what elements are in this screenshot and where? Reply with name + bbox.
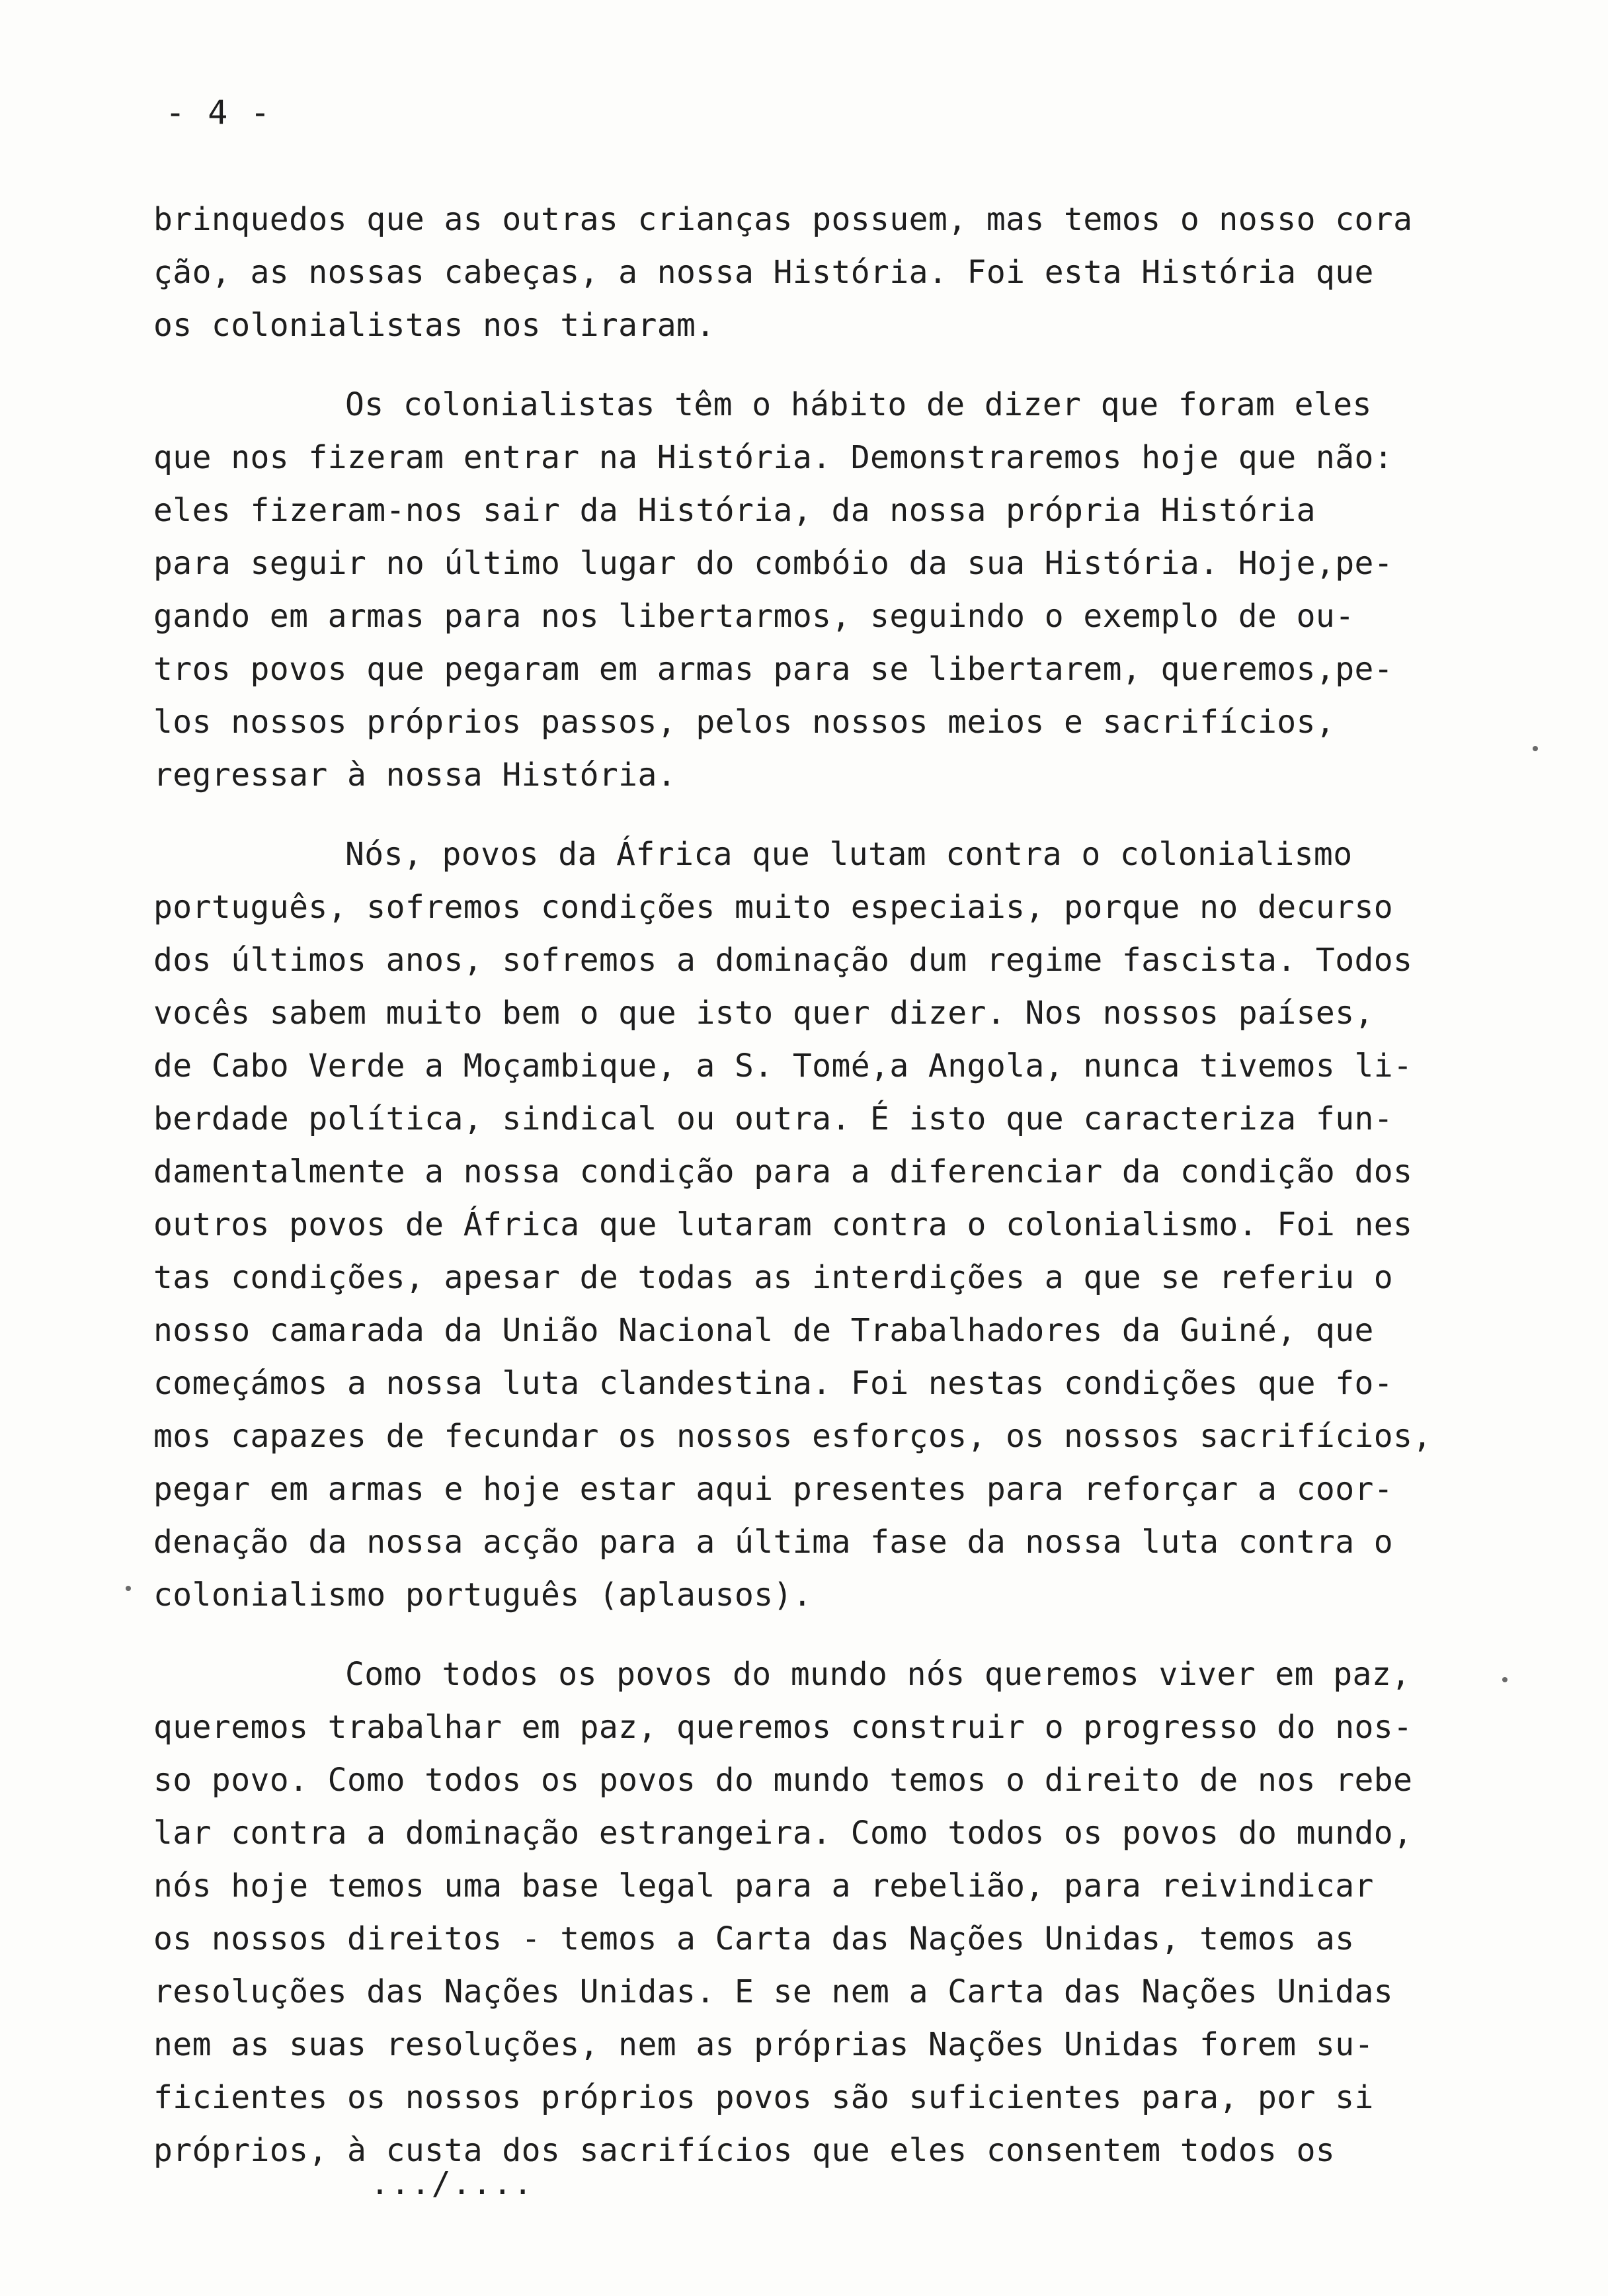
text-line: Os colonialistas têm o hábito de dizer que foram eles [345,386,1372,423]
text-line: queremos trabalhar em paz, queremos construir o progresso do nos- [153,1709,1413,1746]
text-line: los nossos próprios passos, pelos nossos meios e sacrifícios, [153,704,1336,741]
scan-speck [126,1586,131,1591]
paragraph-3 [153,828,1463,1621]
text-line: colonialismo português (aplausos). [153,1577,813,1614]
text-line: so povo. Como todos os povos do mundo temos o direito de nos rebe [153,1762,1413,1799]
paragraph-gap [153,352,1463,378]
paragraph-gap [153,801,1463,828]
text-line: gando em armas para nos libertarmos, seguindo o exemplo de ou- [153,598,1355,635]
paragraph-2 [153,378,1463,801]
text-line: nem as suas resoluções, nem as próprias Nações Unidas forem su- [153,2026,1374,2063]
text-line: próprios, à custa dos sacrifícios que eles consentem todos os [153,2132,1336,2169]
text-line: vocês sabem muito bem o que isto quer dizer. Nos nossos países, [153,995,1374,1032]
page-number: - 4 - [165,93,272,132]
paragraph-4 [153,1648,1463,2177]
text-line: nós hoje temos uma base legal para a rebelião, para reivindicar [153,1867,1374,1905]
text-line: regressar à nossa História. [153,757,677,794]
text-line: lar contra a dominação estrangeira. Como todos os povos do mundo, [153,1815,1413,1852]
text-line: dos últimos anos, sofremos a dominação dum regime fascista. Todos [153,942,1413,979]
text-line: começámos a nossa luta clandestina. Foi nestas condições que fo- [153,1365,1394,1402]
text-line: Como todos os povos do mundo nós queremos viver em paz, [345,1656,1411,1693]
text-line: berdade política, sindical ou outra. É isto que caracteriza fun- [153,1100,1394,1137]
text-line: ficientes os nossos próprios povos são suficientes para, por si [153,2079,1374,2116]
text-line: de Cabo Verde a Moçambique, a S. Tomé,a Angola, nunca tivemos li- [153,1047,1413,1085]
text-line: nosso camarada da União Nacional de Trabalhadores da Guiné, que [153,1312,1374,1349]
text-line: os colonialistas nos tiraram. [153,307,715,344]
text-line: que nos fizeram entrar na História. Demonstraremos hoje que não: [153,439,1394,476]
paragraph-1 [153,193,1463,352]
text-line: para seguir no último lugar do combóio da sua História. Hoje,pe- [153,545,1394,582]
text-line: tas condições, apesar de todas as interdições a que se referiu o [153,1259,1394,1296]
scan-speck [1533,746,1538,751]
text-line: brinquedos que as outras crianças possuem, mas temos o nosso cora [153,201,1413,238]
text-line: português, sofremos condições muito especiais, porque no decurso [153,889,1394,926]
text-line: pegar em armas e hoje estar aqui presentes para reforçar a coor- [153,1471,1394,1508]
text-line: ção, as nossas cabeças, a nossa História. Foi esta História que [153,254,1374,291]
text-line: denação da nossa acção para a última fase da nossa luta contra o [153,1524,1394,1561]
document-body [153,193,1463,2177]
text-line: outros povos de África que lutaram contra o colonialismo. Foi nes [153,1206,1413,1243]
text-line: os nossos direitos - temos a Carta das Nações Unidas, temos as [153,1920,1355,1957]
paragraph-gap [153,1621,1463,1648]
text-line: eles fizeram-nos sair da História, da nossa própria História [153,492,1316,529]
text-line: tros povos que pegaram em armas para se libertarem, queremos,pe- [153,651,1394,688]
text-line: Nós, povos da África que lutam contra o colonialismo [345,836,1353,873]
scan-speck [1502,1677,1508,1682]
continuation-mark: .../.... [370,2165,534,2202]
text-line: resoluções das Nações Unidas. E se nem a Carta das Nações Unidas [153,1973,1394,2010]
text-line: damentalmente a nossa condição para a diferenciar da condição dos [153,1153,1413,1190]
text-line: mos capazes de fecundar os nossos esforços, os nossos sacrifícios, [153,1418,1432,1455]
